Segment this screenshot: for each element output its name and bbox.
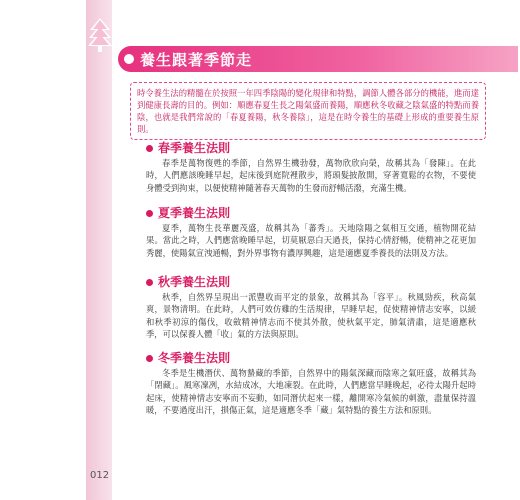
page-title: 養生跟著季節走 [140,51,253,69]
section-body: 春季是萬物復甦的季節，自然界生機勃發，萬物欣欣向榮，故稱其為「發陳」。在此時，人們應該晚睡早起，起床後到庭院裡散步，將頭髮披散開，穿著寬鬆的衣物，不要使身體受到拘束，以便使精神隨著春天萬物的生發而舒暢活潑，充滿生機。 [146,158,476,193]
title-bullet-icon [124,54,134,64]
section-heading-text: 夏季養生法則 [158,206,231,220]
section-body: 冬季是生機潛伏、萬物蟄藏的季節，自然界中的陽氣深藏而陰寒之氣旺盛，故稱其為「閉藏」。風寒凜冽，水結成冰，大地凍裂。在此時，人們應當早睡晚起，必待太陽升起時起床，使精神情志安寧而不妄動，如同潛伏起來一樣，離開寒冷氣候的刺激，盡量保持溫暖，不要過度出汗，損傷正氣，這是適應冬季「藏」氣特點的養生方法和原則。 [146,368,476,416]
section-heading-text: 冬季養生法則 [158,351,231,365]
section-winter [146,350,476,417]
section-heading [146,274,476,290]
left-decorative-band [86,0,112,500]
section-bullet-icon [146,279,153,286]
section-body: 夏季，萬物生長華麗茂盛，故稱其為「蕃秀」。天地陰陽之氣相互交通，植物開花結果。當此之時，人們應當晚睡早起，切莫厭惡白天過長，保持心情舒暢，使精神之花更加秀麗，使陽氣宣洩通暢，對外界事物有濃厚興趣，這是適應夏季養長的法則及方法。 [146,223,476,258]
section-heading [146,350,476,366]
intro-box: 時令養生法的精髓在於按照一年四季陰陽的變化規律和特點，調節人體各部分的機能，進而達到健康長壽的目的。例如：順應春夏生長之陽氣盛而養陽，順應秋冬收藏之陰氣盛的特點而養陰，也就是我們常說的「春夏養陽，秋冬養陰」，這是在時令養生的基礎上形成的重要養生原則。 [130,82,486,140]
tree-ornament-icon [86,16,114,56]
section-bullet-icon [146,355,153,362]
section-body: 秋季，自然界呈現出一派豐收而平定的景象，故稱其為「容平」。秋風勁疾，秋高氣爽，景物清明。在此時，人們可效仿雞的生活規律，早睡早起，促使精神情志安寧，以緩和秋季初涼的傷伐，收斂精神情志而不使其外散，使秋氣平定，肺氣清肅，這是適應秋季，可以保養人體「收」氣的方法與原則。 [146,292,476,340]
section-bullet-icon [146,145,153,152]
section-autumn [146,274,476,341]
section-heading [146,205,476,221]
section-spring [146,140,476,194]
section-heading [146,140,476,156]
section-heading-text: 秋季養生法則 [158,275,231,289]
section-heading-text: 春季養生法則 [158,141,231,155]
page-number: 012 [90,470,110,481]
section-summer [146,205,476,259]
section-bullet-icon [146,210,153,217]
